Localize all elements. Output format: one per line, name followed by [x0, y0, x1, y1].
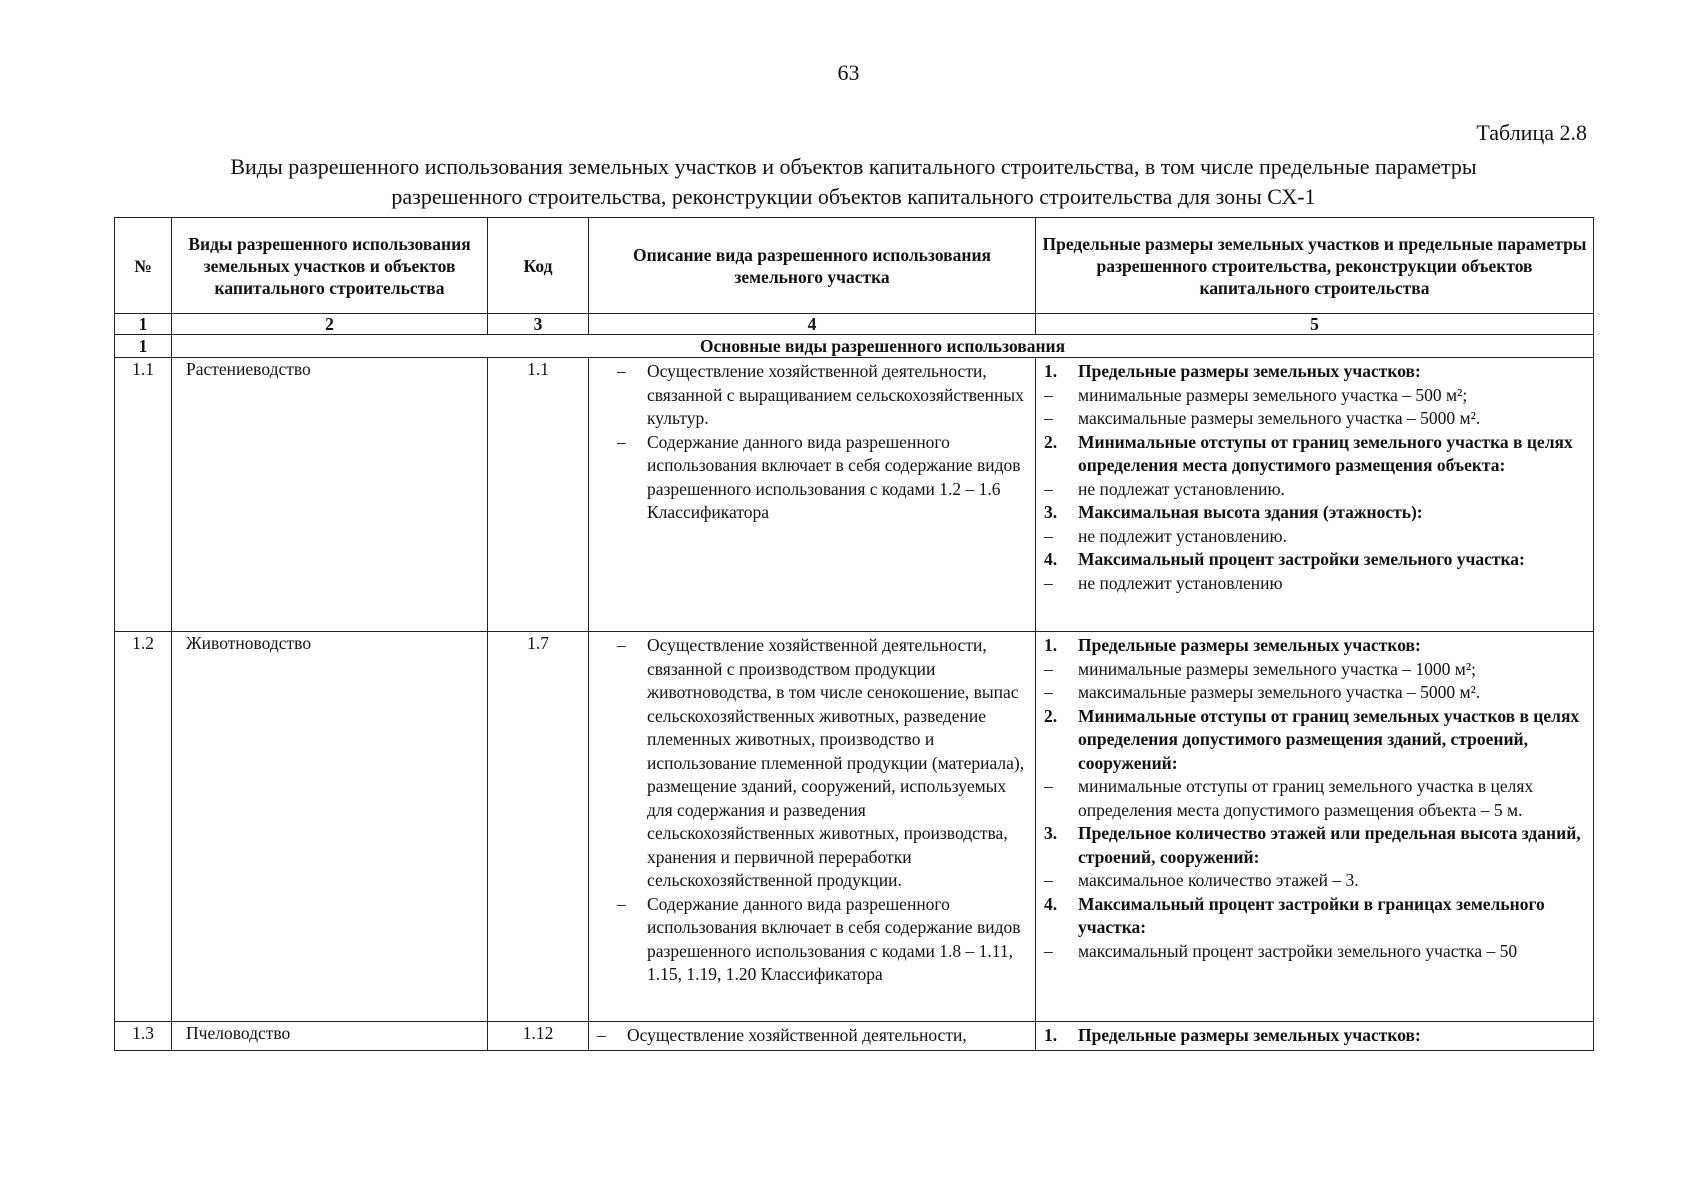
- parameter-title: Максимальная высота здания (этажность):: [1078, 502, 1423, 522]
- column-number-row: [115, 314, 1594, 335]
- parameter-item: [1044, 384, 1587, 408]
- parameter-heading: [1044, 1024, 1587, 1048]
- parameter-item: [1044, 869, 1587, 893]
- row-code: 1.7: [488, 632, 589, 1022]
- description-list: [589, 632, 1035, 989]
- row-number: 1.3: [115, 1022, 172, 1051]
- description-list: [589, 1022, 1035, 1050]
- dash-bullet: –: [1044, 682, 1053, 702]
- dash-bullet: –: [1044, 408, 1053, 428]
- row-description: [589, 632, 1036, 1022]
- description-item: [597, 1024, 1029, 1048]
- parameter-title: Максимальный процент застройки в границах земельного участка:: [1078, 893, 1545, 937]
- parameter-heading: [1044, 431, 1587, 478]
- parameter-number: 4.: [1044, 549, 1058, 569]
- parameter-title: Минимальные отступы от границ земельных участков в целях определения допустимого размещения зданий, строений, сооружений:: [1078, 705, 1580, 773]
- header-row: [115, 218, 1594, 314]
- description-item: [617, 634, 1029, 893]
- row-parameters: [1036, 1022, 1594, 1051]
- parameter-heading: [1044, 548, 1587, 572]
- parameter-number: 1.: [1044, 1025, 1058, 1045]
- row-parameters: [1036, 358, 1594, 632]
- parameter-number: 3.: [1044, 502, 1058, 522]
- parameter-item: [1044, 658, 1587, 682]
- header-code: Код: [488, 218, 589, 314]
- header-use-type: Виды разрешенного использования земельных участков и объектов капитального строительства: [172, 218, 488, 314]
- dash-bullet: –: [617, 361, 626, 381]
- description-text: Осуществление хозяйственной деятельности,: [627, 1025, 967, 1045]
- row-use-type: Пчеловодство: [172, 1022, 488, 1051]
- description-text: Содержание данного вида разрешенного использования включает в себя содержание видов разрешенного использования с кодами 1.2 – 1.6 Классификатора: [647, 431, 1021, 522]
- row-description: [589, 358, 1036, 632]
- dash-bullet: –: [1044, 525, 1053, 546]
- parameter-number: 2.: [1044, 705, 1058, 726]
- table-title-line: Виды разрешенного использования земельных участков и объектов капитального строительства, в том числе предельные параметры: [230, 154, 1477, 179]
- section-number: 1: [115, 335, 172, 358]
- parameter-title: Предельное количество этажей или предельная высота зданий, строений, сооружений:: [1078, 823, 1581, 867]
- dash-bullet: –: [1044, 572, 1053, 593]
- page-number: 63: [837, 60, 860, 85]
- dash-bullet: –: [1044, 478, 1053, 499]
- dash-bullet: –: [1044, 870, 1053, 890]
- dash-bullet: –: [1044, 658, 1053, 679]
- parameter-number: 4.: [1044, 893, 1058, 914]
- parameter-value: минимальные отступы от границ земельного участка в целях определения места допустимого размещения объекта – 5 м.: [1078, 776, 1534, 820]
- description-text: Осуществление хозяйственной деятельности, связанной с выращиванием сельскохозяйственных культур.: [647, 361, 1024, 428]
- parameter-number: 1.: [1044, 635, 1058, 655]
- parameter-value: не подлежит установлению.: [1078, 525, 1287, 546]
- table-title: [140, 152, 1567, 212]
- parameter-item: [1044, 940, 1587, 964]
- parameter-value: максимальные размеры земельного участка – 5000 м².: [1078, 682, 1481, 702]
- dash-bullet: –: [1044, 940, 1053, 961]
- parameter-value: не подлежит установлению: [1078, 572, 1283, 593]
- parameter-heading: [1044, 501, 1587, 525]
- parameter-value: максимальный процент застройки земельного участка – 50: [1078, 940, 1518, 961]
- land-use-table: [114, 217, 1594, 1051]
- section-row: [115, 335, 1594, 358]
- row-code: 1.12: [488, 1022, 589, 1051]
- table-label: Таблица 2.8: [1476, 120, 1587, 145]
- dash-bullet: –: [617, 431, 626, 452]
- parameter-heading: [1044, 705, 1587, 776]
- parameter-value: не подлежат установлению.: [1078, 478, 1285, 499]
- description-text: Осуществление хозяйственной деятельности, связанной с производством продукции животноводства, в том числе сенокошение, выпас сельскохозяйственных животных, разведение племенных животных, производство и использование племенной продукции (материала), размещение зданий, сооружений, используемых для содержания и разведения сельскохозяйственных животных, производства, хранения и первичной переработки сельскохозяйственной продукции.: [647, 635, 1025, 890]
- parameter-heading: [1044, 893, 1587, 940]
- parameter-number: 2.: [1044, 431, 1058, 452]
- table-title-line: разрешенного строительства, реконструкции объектов капитального строительства для зоны СХ-1: [391, 184, 1316, 209]
- description-list: [589, 358, 1035, 527]
- table-row: [115, 1022, 1594, 1051]
- dash-bullet: –: [1044, 776, 1053, 796]
- parameter-number: 3.: [1044, 823, 1058, 843]
- parameter-value: минимальные размеры земельного участка – 1000 м²;: [1078, 658, 1476, 679]
- column-number: 3: [488, 314, 589, 335]
- table-row: [115, 358, 1594, 632]
- row-use-type: Растениеводство: [172, 358, 488, 632]
- section-title: Основные виды разрешенного использования: [172, 335, 1594, 358]
- parameter-heading: [1044, 634, 1587, 658]
- row-number: 1.2: [115, 632, 172, 1022]
- parameter-item: [1044, 478, 1587, 502]
- column-number: 1: [115, 314, 172, 335]
- parameter-item: [1044, 775, 1587, 822]
- description-item: [617, 360, 1029, 431]
- parameter-number: 1.: [1044, 361, 1058, 381]
- parameter-title: Предельные размеры земельных участков:: [1078, 361, 1421, 381]
- parameter-value: максимальное количество этажей – 3.: [1078, 870, 1359, 890]
- table-row: [115, 632, 1594, 1022]
- parameter-heading: [1044, 822, 1587, 869]
- header-number: №: [115, 218, 172, 314]
- parameter-title: Максимальный процент застройки земельного участка:: [1078, 549, 1525, 569]
- column-number: 2: [172, 314, 488, 335]
- parameter-item: [1044, 525, 1587, 549]
- dash-bullet: –: [597, 1025, 606, 1045]
- dash-bullet: –: [617, 893, 626, 914]
- row-description: [589, 1022, 1036, 1051]
- row-code: 1.1: [488, 358, 589, 632]
- parameter-value: максимальные размеры земельного участка – 5000 м².: [1078, 408, 1481, 428]
- dash-bullet: –: [617, 635, 626, 655]
- parameter-item: [1044, 572, 1587, 596]
- row-parameters: [1036, 632, 1594, 1022]
- row-number: 1.1: [115, 358, 172, 632]
- parameter-value: минимальные размеры земельного участка – 500 м²;: [1078, 384, 1468, 405]
- description-text: Содержание данного вида разрешенного использования включает в себя содержание видов разрешенного использования с кодами 1.8 – 1.11, 1.15, 1.19, 1.20 Классификатора: [647, 893, 1021, 984]
- parameter-title: Предельные размеры земельных участков:: [1078, 635, 1421, 655]
- column-number: 4: [589, 314, 1036, 335]
- dash-bullet: –: [1044, 384, 1053, 405]
- header-description: Описание вида разрешенного использования земельного участка: [589, 218, 1036, 314]
- parameter-item: [1044, 407, 1587, 431]
- description-item: [617, 431, 1029, 525]
- header-parameters: Предельные размеры земельных участков и предельные параметры разрешенного строительства, реконструкции объектов капитального строительства: [1036, 218, 1594, 314]
- parameter-heading: [1044, 360, 1587, 384]
- parameter-title: Предельные размеры земельных участков:: [1078, 1025, 1421, 1045]
- column-number: 5: [1036, 314, 1594, 335]
- parameter-title: Минимальные отступы от границ земельного участка в целях определения места допустимого размещения объекта:: [1078, 431, 1573, 475]
- parameter-item: [1044, 681, 1587, 705]
- description-item: [617, 893, 1029, 987]
- row-use-type: Животноводство: [172, 632, 488, 1022]
